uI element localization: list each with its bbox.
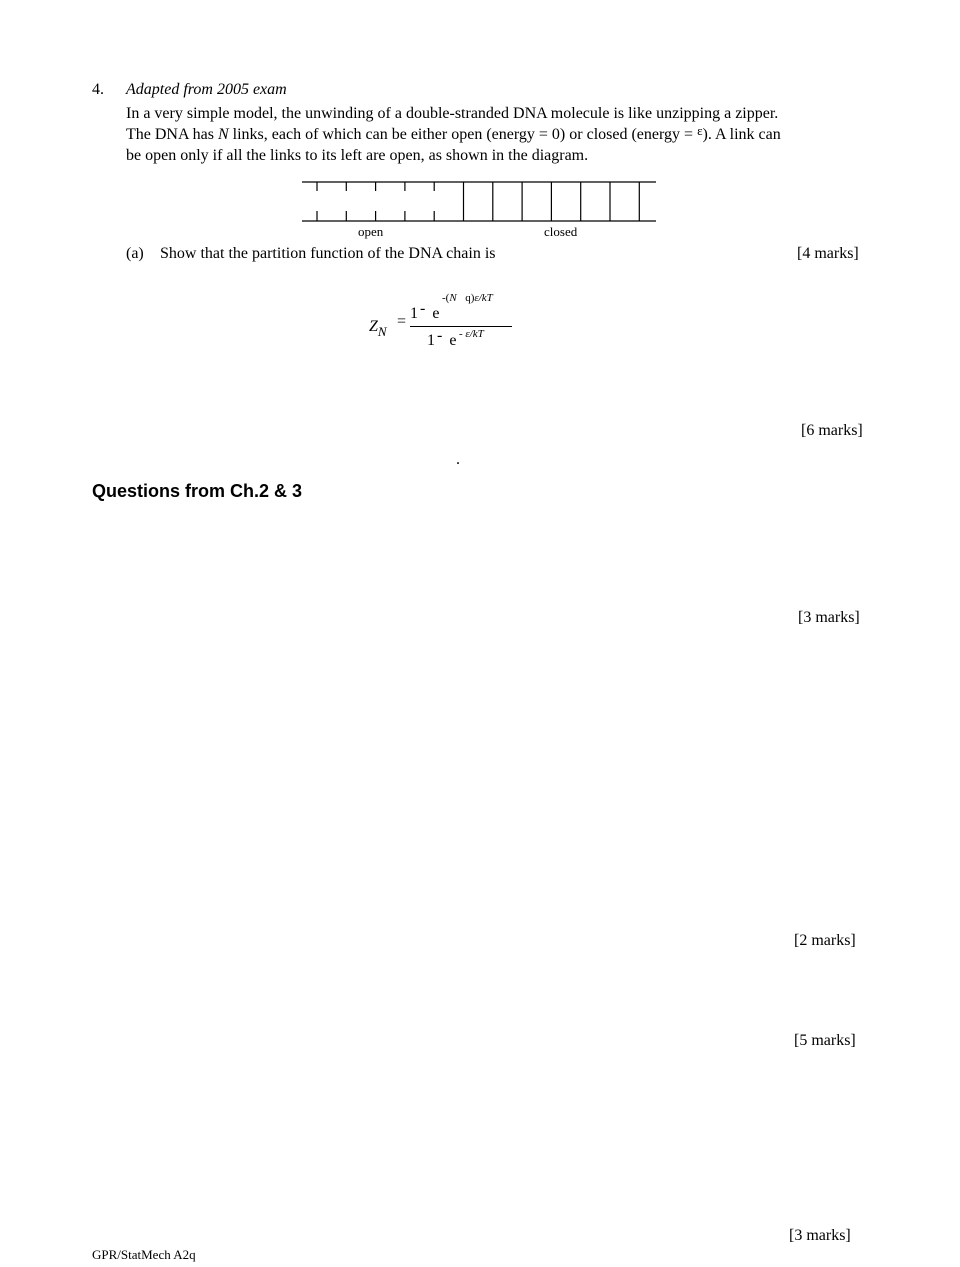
- intro-line-2-eps: ε: [697, 123, 703, 138]
- intro-line-2: [126, 123, 781, 144]
- question-number: 4.: [92, 81, 104, 98]
- marks-3a: [3 marks]: [798, 609, 860, 626]
- intro-line-2-c: ). A link can: [702, 126, 781, 143]
- formula-lhs: $Z_N$: [369, 318, 387, 339]
- open-links: [317, 182, 434, 221]
- intro-line-3: be open only if all the links to its left are open, as shown in the diagram.: [126, 147, 589, 164]
- formula-denominator: 1 - e: [427, 327, 457, 349]
- part-a-label: (a): [126, 245, 144, 262]
- intro-line-2-var: N: [217, 126, 229, 143]
- stray-dot: .: [456, 451, 460, 468]
- part-a-text: Show that the partition function of the DNA chain is: [160, 245, 496, 262]
- question-source: Adapted from 2005 exam: [126, 81, 287, 98]
- formula-numerator: 1 - e: [410, 300, 440, 322]
- marks-5: [5 marks]: [794, 1032, 856, 1049]
- footer-text: GPR/StatMech A2q: [92, 1247, 196, 1262]
- marks-3b: [3 marks]: [789, 1227, 851, 1244]
- marks-2: [2 marks]: [794, 932, 856, 949]
- diagram-closed-label: closed: [544, 224, 578, 239]
- formula-equals: =: [397, 313, 407, 330]
- closed-links: [464, 182, 640, 221]
- marks-6: [6 marks]: [801, 422, 863, 439]
- formula-denominator-exponent: - ε/kT: [459, 328, 484, 340]
- intro-line-2-a: The DNA has: [126, 126, 218, 143]
- formula-fraction-bar: [410, 326, 512, 327]
- formula-numerator-exponent: -(N q)ε/kT: [442, 292, 493, 304]
- dna-zipper-diagram: [300, 178, 660, 226]
- section-heading: Questions from Ch.2 & 3: [92, 481, 303, 501]
- part-a-marks: [4 marks]: [797, 245, 859, 262]
- intro-line-2-b: links, each of which can be either open (energy = 0) or closed (energy =: [228, 126, 698, 143]
- diagram-open-label: open: [358, 224, 384, 239]
- intro-line-1: In a very simple model, the unwinding of a double-stranded DNA molecule is like unzipping a zipper.: [126, 105, 779, 122]
